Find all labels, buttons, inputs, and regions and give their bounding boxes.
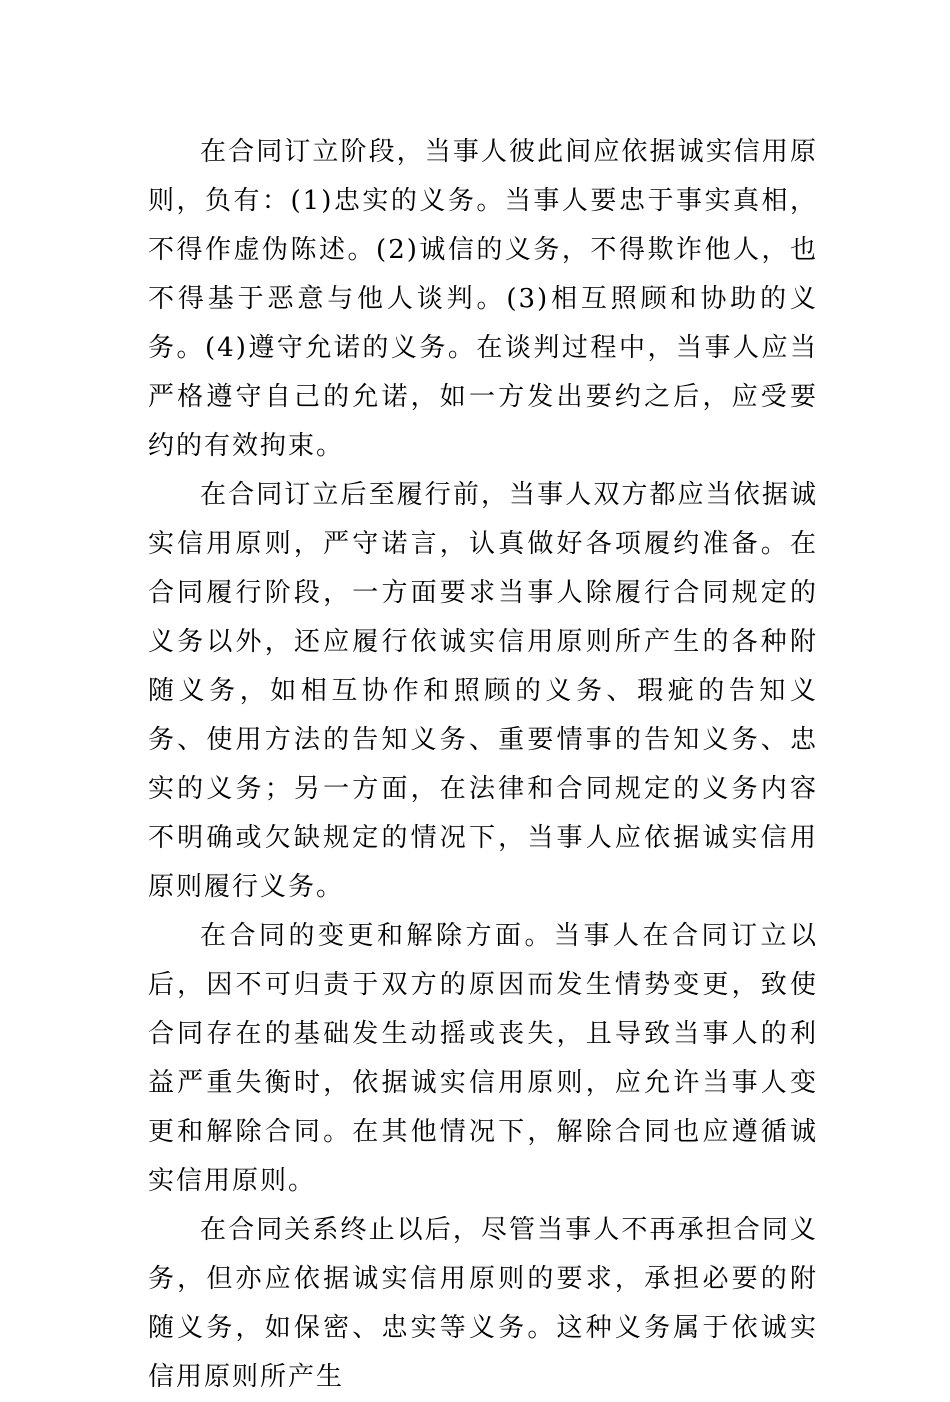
paragraph-post-termination: 在合同关系终止以后，尽管当事人不再承担合同义务，但亦应依据诚实信用原则的要求，承担必要的附随义务，如保密、忠实等义务。这种义务属于依诚实信用原则所产生 bbox=[148, 1215, 818, 1392]
document-page bbox=[148, 128, 818, 1402]
paragraph-contract-change-termination: 在合同的变更和解除方面。当事人在合同订立以后，因不可归责于双方的原因而发生情势变更，致使合同存在的基础发生动摇或丧失，且导致当事人的利益严重失衡时，依据诚实信用原则，应允许当事人变更和解除合同。在其他情况下，解除合同也应遵循诚实信用原则。 bbox=[148, 921, 818, 1196]
paragraph-contract-formation: 在合同订立阶段，当事人彼此间应依据诚实信用原则，负有：(1)忠实的义务。当事人要忠于事实真相，不得作虚伪陈述。(2)诚信的义务，不得欺诈他人，也不得基于恶意与他人谈判。(3)相互照顾和协助的义务。(4)遵守允诺的义务。在谈判过程中，当事人应当严格遵守自己的允诺，如一方发出要约之后，应受要约的有效拘束。 bbox=[148, 137, 818, 461]
paragraph-contract-performance: 在合同订立后至履行前，当事人双方都应当依据诚实信用原则，严守诺言，认真做好各项履约准备。在合同履行阶段，一方面要求当事人除履行合同规定的义务以外，还应履行依诚实信用原则所产生的各种附随义务，如相互协作和照顾的义务、瑕疵的告知义务、使用方法的告知义务、重要情事的告知义务、忠实的义务；另一方面，在法律和合同规定的义务内容不明确或欠缺规定的情况下，当事人应依据诚实信用原则履行义务。 bbox=[148, 480, 818, 902]
